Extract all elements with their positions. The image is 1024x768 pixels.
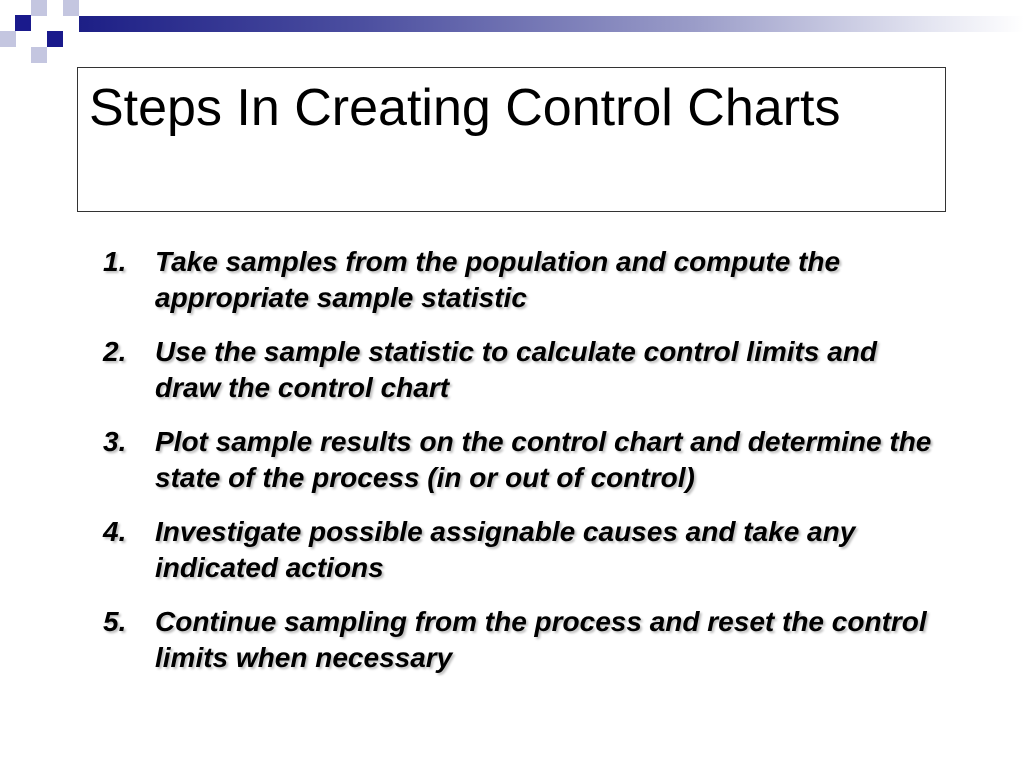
step-text: Continue sampling from the process and reset the control limits when necessary [155, 606, 927, 673]
decor-square-navy [47, 31, 63, 47]
step-item [103, 604, 933, 676]
step-item [103, 514, 933, 586]
decor-square-navy [15, 15, 31, 31]
step-number: 3. [103, 426, 127, 457]
step-item [103, 424, 933, 496]
step-text: Take samples from the population and compute the appropriate sample statistic [155, 246, 841, 313]
decor-square-light [0, 31, 16, 47]
title-box [77, 67, 946, 212]
decor-square-light [31, 47, 47, 63]
step-text: Investigate possible assignable causes and take any indicated actions [155, 516, 856, 583]
slide-title: Steps In Creating Control Charts [89, 79, 841, 137]
step-number: 1. [103, 246, 127, 277]
step-number: 2. [103, 336, 127, 367]
steps-list [103, 244, 933, 694]
step-item [103, 334, 933, 406]
decor-square-light [63, 0, 79, 16]
step-number: 4. [103, 516, 127, 547]
step-number: 5. [103, 606, 127, 637]
step-text: Plot sample results on the control chart and determine the state of the process (in or out of control) [155, 426, 932, 493]
step-text: Use the sample statistic to calculate control limits and draw the control chart [155, 336, 877, 403]
header-gradient-bar [79, 16, 1024, 32]
step-item [103, 244, 933, 316]
decor-square-light [31, 0, 47, 16]
